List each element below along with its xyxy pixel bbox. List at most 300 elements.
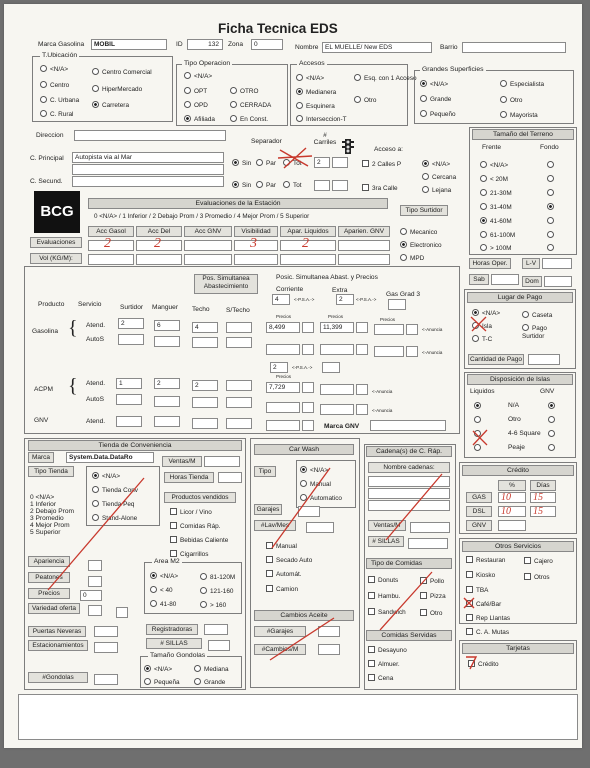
terreno-frente-gt100-radio[interactable]: > 100M <box>480 244 512 253</box>
apariencia-label: Apariencia <box>28 556 70 567</box>
terreno-frente-60-radio[interactable]: 41-60M <box>480 217 512 226</box>
puertas-neveras-field[interactable] <box>94 626 118 637</box>
comida-hambu-checkbox[interactable]: Hambu. <box>368 592 400 601</box>
precio-autos-extra-checkbox[interactable] <box>356 344 368 355</box>
comida-sandwich-checkbox[interactable]: Sandwich <box>368 608 406 617</box>
acpm-s-techo-field[interactable] <box>226 380 252 391</box>
zona-field[interactable]: 0 <box>251 39 283 50</box>
carriles-label: # Carriles <box>313 132 337 147</box>
productos-vendidos-label: Productos vendidos <box>164 492 236 503</box>
pos-gas3-field[interactable] <box>388 299 406 310</box>
surtidor-mecanico-radio[interactable]: Mecanico <box>400 228 437 237</box>
accesos-otro-radio[interactable]: Otro <box>354 96 376 105</box>
dom-label: Dom <box>522 276 542 287</box>
area-m2-legend: Area M2 <box>154 558 180 565</box>
gondolas-field[interactable] <box>94 674 118 685</box>
carriles-field-4[interactable] <box>332 180 348 191</box>
ubicacion-centro-comercial-radio[interactable]: Centro Comercial <box>92 68 152 77</box>
precio-gnv-checkbox[interactable] <box>302 420 314 431</box>
wash-camion-checkbox[interactable]: Camion <box>266 585 298 594</box>
operacion-cerrada-radio[interactable]: CERRADA <box>230 101 271 110</box>
cantidad-pago-field[interactable] <box>528 354 560 365</box>
marca-gnv-label: Marca GNV <box>324 423 360 430</box>
credito-dsl-label: DSL <box>466 506 492 517</box>
barrio-field[interactable] <box>462 42 566 53</box>
c-secund-field[interactable] <box>72 176 224 187</box>
acpm-atend-label: Atend. <box>86 380 106 387</box>
superficies-mayorista-radio[interactable]: Mayorista <box>500 111 538 120</box>
area-40-radio[interactable]: < 40 <box>150 586 173 595</box>
accesos-esquinera-radio[interactable]: Esquinera <box>296 102 335 111</box>
precio-acpm-checkbox-2[interactable] <box>356 384 368 395</box>
tienda-marca-label: Marca <box>28 452 54 463</box>
lugar-pago-header: Lugar de Pago <box>467 292 573 303</box>
nombre-field[interactable]: EL MUELLE/ New EDS <box>322 42 432 53</box>
credito-header: Crédito <box>462 465 574 476</box>
terreno-frente-20-radio[interactable]: < 20M <box>480 175 508 184</box>
terreno-frente-100-radio[interactable]: 61-100M <box>480 231 515 240</box>
servida-desayuno-checkbox[interactable]: Desayuno <box>368 646 407 655</box>
variedad-checkbox[interactable] <box>116 607 128 618</box>
eval-acc-del-header: Acc Del <box>136 226 182 237</box>
superficies-na-radio[interactable]: <N/A> <box>420 80 448 89</box>
credito-gas-dias-field[interactable]: 15 <box>530 492 556 503</box>
tienda-conv-radio[interactable]: Tienda Conv <box>92 486 138 495</box>
acceso-a-label: Acceso a: <box>374 146 403 153</box>
gasolina-label: Gasolina <box>32 328 59 335</box>
car-wash-header: Car Wash <box>254 444 354 455</box>
vol-field-6[interactable] <box>338 254 390 265</box>
servicio-tba-checkbox[interactable]: TBA <box>466 586 488 595</box>
tipo-tienda-label: Tipo Tienda <box>28 466 74 477</box>
gnv-s-techo-field[interactable] <box>226 418 252 429</box>
registradoras-field[interactable] <box>204 624 228 635</box>
terreno-fondo-radio-2[interactable] <box>547 175 557 184</box>
evaluaciones-scale: 0 <N/A> / 1 Inferior / 2 Debajo Prom / 3 Promedio / 4 Mejor Prom / 5 Superior <box>94 213 310 220</box>
tamano-gondolas-legend: Tamaño Gondolas <box>150 652 206 659</box>
eval-visibilidad-header: Visibilidad <box>234 226 278 237</box>
ubicacion-rural-radio[interactable]: C. Rural <box>40 110 73 119</box>
producto-comidas-checkbox[interactable]: Comidas Ráp. <box>170 522 221 531</box>
eval-acc-gasol-field[interactable] <box>88 240 134 251</box>
precio-corriente-checkbox[interactable] <box>302 322 314 333</box>
islas-gnv-label: GNV <box>540 388 555 395</box>
gas-s-techo-field[interactable] <box>226 322 252 333</box>
garajes-label: Garajes <box>254 504 282 515</box>
superficies-pequeno-radio[interactable]: Pequeño <box>420 110 456 119</box>
vol-field-4[interactable] <box>234 254 278 265</box>
corriente-label: Corriente <box>276 286 304 293</box>
bcg-logo: BCG <box>34 191 80 233</box>
tienda-header: Tienda de Conveniencia <box>28 440 242 451</box>
cambios-mes-label: #Cambios/M <box>254 644 306 655</box>
tienda-ventas-label: Ventas/M <box>162 456 202 467</box>
servicio-otros-checkbox[interactable]: Otros <box>524 573 550 582</box>
separador-par-radio-1[interactable]: Par <box>256 159 276 168</box>
eval-aparien-gnv-field[interactable] <box>338 240 390 251</box>
precio-label-acpm: Precios <box>276 374 292 379</box>
acpm-autos-manguer[interactable] <box>154 396 180 407</box>
vol-field-5[interactable] <box>280 254 336 265</box>
eval-acc-gasol-header: Acc Gasol <box>88 226 134 237</box>
c-principal-field[interactable]: Autopista via al Mar <box>72 152 224 163</box>
pos-extra-field[interactable]: 2 <box>336 294 354 305</box>
carriles-field-3[interactable] <box>314 180 330 191</box>
id-field[interactable]: 132 <box>187 39 223 50</box>
gnv-manguer-field[interactable] <box>154 416 180 427</box>
evaluaciones-label: Evaluaciones <box>30 237 82 248</box>
marca-gasolina-label: Marca Gasolina <box>38 41 85 48</box>
eval-acc-gasol-handwritten: 2 <box>104 236 111 251</box>
dom-field[interactable] <box>544 276 572 287</box>
separador-label: Separador <box>251 138 282 145</box>
islas-gnv-peaje-radio[interactable] <box>548 444 558 453</box>
precios-tienda-label: Precios <box>28 588 70 599</box>
precio-acpm-field-2[interactable] <box>320 384 354 395</box>
terreno-fondo-radio-3[interactable] <box>547 189 557 198</box>
accesos-na-radio[interactable]: <N/A> <box>296 74 324 83</box>
puertas-neveras-label: Puertas Neveras <box>28 626 86 637</box>
c-secund-label: C. Secund. <box>30 178 63 185</box>
servida-almuerzo-checkbox[interactable]: Almuer. <box>368 660 400 669</box>
eval-acc-gnv-field[interactable] <box>184 240 232 251</box>
credito-gas-pct-field[interactable]: 10 <box>498 492 526 503</box>
islas-gnv-square-radio[interactable] <box>548 430 558 439</box>
accesos-interseccion-radio[interactable]: Interseccion-T <box>296 115 347 124</box>
acpm-autos-surtidor[interactable] <box>116 394 142 405</box>
terreno-frente-30-radio[interactable]: 21-30M <box>480 189 512 198</box>
acpm-autos-techo[interactable] <box>192 397 218 408</box>
operacion-en-const-radio[interactable]: En Const. <box>230 115 268 124</box>
sab-field[interactable] <box>491 274 519 285</box>
terreno-fondo-radio-7[interactable] <box>547 244 557 253</box>
anuncia-label-2: <-Anuncia <box>422 350 443 355</box>
separador-tot-radio-1[interactable]: Tot <box>283 159 302 168</box>
acpm-surtidor-field[interactable]: 1 <box>116 378 142 389</box>
area-160-radio[interactable]: > 160 <box>200 601 226 610</box>
ubicacion-carretera-radio[interactable]: Carretera <box>92 101 129 110</box>
gas-manguer-field[interactable]: 6 <box>154 320 180 331</box>
ubicacion-urbana-radio[interactable]: C. Urbana <box>40 96 79 105</box>
gas-autos-surtidor[interactable] <box>118 334 144 345</box>
precio-autos-corriente[interactable] <box>266 344 300 355</box>
wash-manual-radio[interactable]: Manual <box>300 480 331 489</box>
anuncia-label-3: <-Anuncia <box>372 389 393 394</box>
acceso-a-na-radio[interactable]: <N/A> <box>422 160 450 169</box>
nombre-label: Nombre <box>295 44 319 51</box>
islas-otro-label: Otro <box>508 416 521 423</box>
operacion-afiliada-radio[interactable]: Afiliada <box>184 115 215 124</box>
gondola-grande-radio[interactable]: Grande <box>194 678 225 687</box>
area-81-120-radio[interactable]: 81-120M <box>200 573 235 582</box>
precio-extra-field[interactable]: 11,399 <box>320 322 354 333</box>
islas-na-label: N/A <box>508 402 519 409</box>
precio-label-2: Precios <box>328 314 344 319</box>
tienda-peq-radio[interactable]: Tienda Peq <box>92 500 134 509</box>
precio-acpm-autos-2[interactable] <box>320 404 354 415</box>
gas-autos-s-techo[interactable] <box>226 337 252 348</box>
tienda-sillas-field[interactable] <box>208 640 230 651</box>
credito-dias-header: Días <box>530 480 556 491</box>
handwritten-cross-pago <box>468 314 490 334</box>
acpm-manguer-field[interactable]: 2 <box>154 378 180 389</box>
precio-gas3-checkbox[interactable] <box>406 324 418 335</box>
terreno-fondo-radio-5[interactable] <box>547 217 557 226</box>
anuncia-label-4: <-Anuncia <box>372 408 393 413</box>
superficies-grande-radio[interactable]: Grande <box>420 95 451 104</box>
gas-surtidor-field[interactable]: 2 <box>118 318 144 329</box>
islas-gnv-otro-radio[interactable] <box>548 416 558 425</box>
extra-label: Extra <box>332 287 348 294</box>
tipo-surtidor-button[interactable]: Tipo Surtidor <box>400 205 448 216</box>
separador-tot-radio-2[interactable]: Tot <box>283 181 302 190</box>
operacion-na-radio[interactable]: <N/A> <box>184 72 212 81</box>
carriles-field-2[interactable] <box>332 157 348 168</box>
handwritten-diagonal-cadenas <box>372 470 448 670</box>
gnv-surtidor-field[interactable] <box>116 416 142 427</box>
otros-servicios-header: Otros Servicios <box>462 541 574 552</box>
pos-arrow-3: <-P.S.A.-> <box>292 365 313 370</box>
pago-isla-radio[interactable]: Isla <box>472 322 492 331</box>
horas-tienda-label: Horas Tienda <box>164 472 214 483</box>
ubicacion-hipermercado-radio[interactable]: HiperMercado <box>92 85 142 94</box>
producto-licor-checkbox[interactable]: Licor / Vino <box>170 508 212 517</box>
comida-pizza-checkbox[interactable]: Pizza <box>420 592 446 601</box>
eval-acc-del-handwritten: 2 <box>154 236 161 251</box>
separador-sin-radio-2[interactable]: Sin <box>232 181 251 190</box>
estacionamientos-label: Estacionamientos <box>28 640 88 651</box>
pos-simultanea-label: Pos. Simultanea Abastecimiento <box>194 274 258 294</box>
acpm-pos-field-2[interactable] <box>322 362 340 373</box>
tipo-ubicacion-legend: T.Ubicación <box>42 52 78 59</box>
handwritten-cross-mark <box>276 146 316 170</box>
servicio-kiosko-checkbox[interactable]: Kiosko <box>466 571 495 580</box>
acceso-a-lejana-radio[interactable]: Lejana <box>422 186 451 195</box>
tarjeta-credito-checkbox[interactable]: Crédito <box>468 660 499 669</box>
wash-automatico-radio[interactable]: Automatico <box>300 494 342 503</box>
cadenas-ventas-label: Ventas/M <box>368 520 406 531</box>
lav-mes-label: #Lav/Mes <box>254 520 296 531</box>
s-techo-label: S/Techo <box>226 307 250 314</box>
islas-gnv-na-radio[interactable] <box>548 402 558 411</box>
terreno-fondo-radio-4[interactable] <box>547 203 557 212</box>
marca-gasolina-field[interactable]: MOBIL <box>91 39 167 50</box>
car-wash-tipo-label: Tipo <box>254 466 276 477</box>
precio-acpm-autos-checkbox[interactable] <box>302 402 314 413</box>
tarjetas-header: Tarjetas <box>462 643 574 654</box>
comida-otro-checkbox[interactable]: Otro <box>420 609 442 618</box>
gasolina-autos-label: AutoS <box>86 336 104 343</box>
precios-tienda-field[interactable]: 0 <box>80 590 102 601</box>
servicio-mutas-checkbox[interactable]: C. A. Mutas <box>466 628 509 637</box>
islas-otro-radio[interactable] <box>474 416 484 425</box>
acpm-autos-s-techo[interactable] <box>226 397 252 408</box>
precio-autos-gas3[interactable] <box>374 346 404 357</box>
gas-autos-manguer[interactable] <box>154 336 180 347</box>
gas-techo-field[interactable]: 4 <box>192 322 218 333</box>
accesos-legend: Accesos <box>299 60 325 67</box>
islas-na-radio[interactable] <box>474 402 484 411</box>
producto-label: Producto <box>38 301 65 308</box>
anuncia-label-1: <-Anuncia <box>422 327 443 332</box>
precio-autos-corriente-checkbox[interactable] <box>302 344 314 355</box>
barrio-label: Barrio <box>440 44 458 51</box>
wash-automat-checkbox[interactable]: Automát. <box>266 570 302 579</box>
vol-field-2[interactable] <box>136 254 182 265</box>
estacionamientos-field[interactable] <box>94 642 118 653</box>
frente-label: Frente <box>482 144 502 151</box>
separador-sin-radio-1[interactable]: Sin <box>232 159 251 168</box>
terreno-fondo-radio-1[interactable] <box>547 161 557 170</box>
pos-arrow-2: <-P.S.A.-> <box>356 297 377 302</box>
precio-corriente-field[interactable]: 8,499 <box>266 322 300 333</box>
precio-label-3: Precios <box>380 317 396 322</box>
handwritten-mark-tarjeta <box>464 654 478 670</box>
acpm-techo-field[interactable]: 2 <box>192 380 218 391</box>
precio-autos-gas3-checkbox[interactable] <box>406 346 418 357</box>
precio-acpm-field[interactable]: 7,729 <box>266 382 300 393</box>
terreno-frente-40-radio[interactable]: 31-40M <box>480 203 512 212</box>
gondola-mediana-radio[interactable]: Mediana <box>194 665 229 674</box>
terreno-fondo-radio-6[interactable] <box>547 231 557 240</box>
producto-cigarrillos-checkbox[interactable]: Cigarrillos <box>170 550 208 559</box>
disposicion-islas-header: Disposición de Islas <box>467 374 573 385</box>
cadenas-header: Cadena(s) de C. Ráp. <box>366 446 452 457</box>
surtidor-electronico-radio[interactable]: Electronico <box>400 241 442 250</box>
direccion-field[interactable] <box>74 130 226 141</box>
pago-tc-radio[interactable]: T-C <box>472 335 492 344</box>
wash-na-radio[interactable]: <N/A> <box>300 466 328 475</box>
gas-autos-techo[interactable] <box>192 337 218 348</box>
c-principal-field-2[interactable] <box>72 164 224 175</box>
tienda-stand-alone-radio[interactable]: Stand-Alone <box>92 514 137 523</box>
horas-tienda-field[interactable] <box>218 472 242 483</box>
surtidor-label: Surtidor <box>120 304 144 311</box>
tercera-calle-checkbox[interactable]: 3ra Calle <box>362 184 398 193</box>
precio-extra-checkbox[interactable] <box>356 322 368 333</box>
pago-na-radio[interactable]: <N/A> <box>472 309 500 318</box>
form-title: Ficha Tecnica EDS <box>218 21 338 36</box>
operacion-opt-radio[interactable]: OPT <box>184 87 207 96</box>
pago-caseta-radio[interactable]: Caseta <box>522 311 552 320</box>
eval-visibilidad-handwritten: 3 <box>250 236 257 251</box>
ubicacion-centro-radio[interactable]: Centro <box>40 81 69 90</box>
credito-gnv-pct-field[interactable] <box>498 520 526 531</box>
notes-field[interactable] <box>18 694 578 740</box>
eval-apar-liquidos-header: Apar. Liquidos <box>280 226 336 237</box>
manguer-label: Manguer <box>152 304 179 311</box>
precio-gnv-field[interactable] <box>266 420 300 431</box>
gas-grad3-label: Gas Grad 3 <box>386 291 421 298</box>
registradoras-label: Registradoras <box>146 624 198 635</box>
vol-field-3[interactable] <box>184 254 232 265</box>
ubicacion-na-radio[interactable]: <N/A> <box>40 65 68 74</box>
vol-label: Vol (KG/M): <box>30 253 82 264</box>
tienda-scale-0: 0 <N/A> <box>30 494 55 501</box>
direccion-label: Direccion <box>36 132 64 139</box>
comida-pollo-checkbox[interactable]: Pollo <box>420 577 444 586</box>
gnv-label: GNV <box>34 417 49 424</box>
comida-donuts-checkbox[interactable]: Donuts <box>368 576 398 585</box>
operacion-otro-radio[interactable]: OTRO <box>230 87 258 96</box>
servicio-cajero-checkbox[interactable]: Cajero <box>524 557 553 566</box>
marca-gnv-field[interactable] <box>370 420 446 431</box>
credito-dsl-dias-field[interactable]: 15 <box>530 506 556 517</box>
accesos-esquina-radio[interactable]: Esq. con 1 Acceso <box>354 74 417 83</box>
cambios-aceite-header: Cambios Aceite <box>254 610 354 621</box>
pos-corriente-field[interactable]: 4 <box>272 294 290 305</box>
tienda-sillas-label: # SILLAS <box>146 638 202 649</box>
credito-pct-header: % <box>498 480 526 491</box>
tienda-marca-field[interactable]: System.Data.DataRo <box>66 452 154 463</box>
comidas-servidas-header: Comidas Servidas <box>366 630 452 641</box>
precio-acpm-autos[interactable] <box>266 402 300 413</box>
tipo-operacion-legend: Tipo Operacion <box>184 60 231 67</box>
servida-cena-checkbox[interactable]: Cena <box>368 674 393 683</box>
precio-autos-extra[interactable] <box>320 344 354 355</box>
tienda-scale-5: 5 Superior <box>30 529 61 536</box>
acpm-brace: { <box>68 375 78 397</box>
gondola-pequena-radio[interactable]: Pequeña <box>144 678 180 687</box>
precio-acpm-checkbox[interactable] <box>302 382 314 393</box>
acceso-a-cercana-radio[interactable]: Cercana <box>422 173 456 182</box>
tamano-terreno-header: Tamaño del Terreno <box>472 129 574 140</box>
servicio-cafe-checkbox[interactable]: Café/Bar <box>466 600 501 609</box>
wash-secado-checkbox[interactable]: Secado Auto <box>266 556 312 565</box>
eval-acc-gnv-header: Acc GNV <box>184 226 232 237</box>
terreno-frente-na-radio[interactable]: <N/A> <box>480 161 508 170</box>
acpm-label: ACPM <box>34 386 54 393</box>
gondola-na-radio[interactable]: <N/A> <box>144 665 172 674</box>
area-121-160-radio[interactable]: 121-160 <box>200 587 233 596</box>
precio-label-1: Precios <box>276 314 292 319</box>
credito-dsl-pct-field[interactable]: 10 <box>498 506 526 517</box>
variedad-field[interactable] <box>88 605 102 616</box>
carriles-field[interactable]: 2 <box>314 157 330 168</box>
tienda-na-radio[interactable]: <N/A> <box>92 472 120 481</box>
vol-field-1[interactable] <box>88 254 134 265</box>
gnv-techo-field[interactable] <box>192 418 218 429</box>
separador-par-radio-2[interactable]: Par <box>256 181 276 190</box>
wash-manual-checkbox[interactable]: Manual <box>266 542 297 551</box>
tienda-scale-4: 4 Mejor Prom <box>30 522 70 529</box>
servicio-llantas-checkbox[interactable]: Rep Llantas <box>466 614 510 623</box>
pago-surtidor-radio[interactable]: Pago Surtidor <box>522 324 566 341</box>
grandes-superficies-legend: Grandes Superficies <box>422 66 484 73</box>
surtidor-mpd-radio[interactable]: MPD <box>400 254 424 263</box>
precio-acpm-autos-checkbox-2[interactable] <box>356 404 368 415</box>
superficies-especialista-radio[interactable]: Especialista <box>500 80 544 89</box>
form-sheet <box>4 4 582 748</box>
lv-field[interactable] <box>542 258 572 269</box>
acpm-pos-field[interactable]: 2 <box>270 362 288 373</box>
traffic-light-icon <box>342 138 354 156</box>
superficies-otro-radio[interactable]: Otro <box>500 96 522 105</box>
dos-calles-checkbox[interactable]: 2 Calles P <box>362 160 401 169</box>
servicio-restauran-checkbox[interactable]: Restauran <box>466 556 506 565</box>
producto-bebidas-checkbox[interactable]: Bebidas Caliente <box>170 536 228 545</box>
lv-label: L-V <box>522 258 540 269</box>
area-41-80-radio[interactable]: 41-80 <box>150 600 176 609</box>
tienda-ventas-field[interactable] <box>204 456 240 467</box>
operacion-opd-radio[interactable]: OPD <box>184 101 208 110</box>
accesos-medianera-radio[interactable]: Medianera <box>296 88 336 97</box>
credito-gas-label: GAS <box>466 492 492 503</box>
area-na-radio[interactable]: <N/A> <box>150 572 178 581</box>
nombre-cadenas-label: Nombre cadenas: <box>368 462 450 473</box>
islas-square-label: 4-6 Square <box>508 430 541 437</box>
precio-gas3-field[interactable] <box>374 324 404 335</box>
